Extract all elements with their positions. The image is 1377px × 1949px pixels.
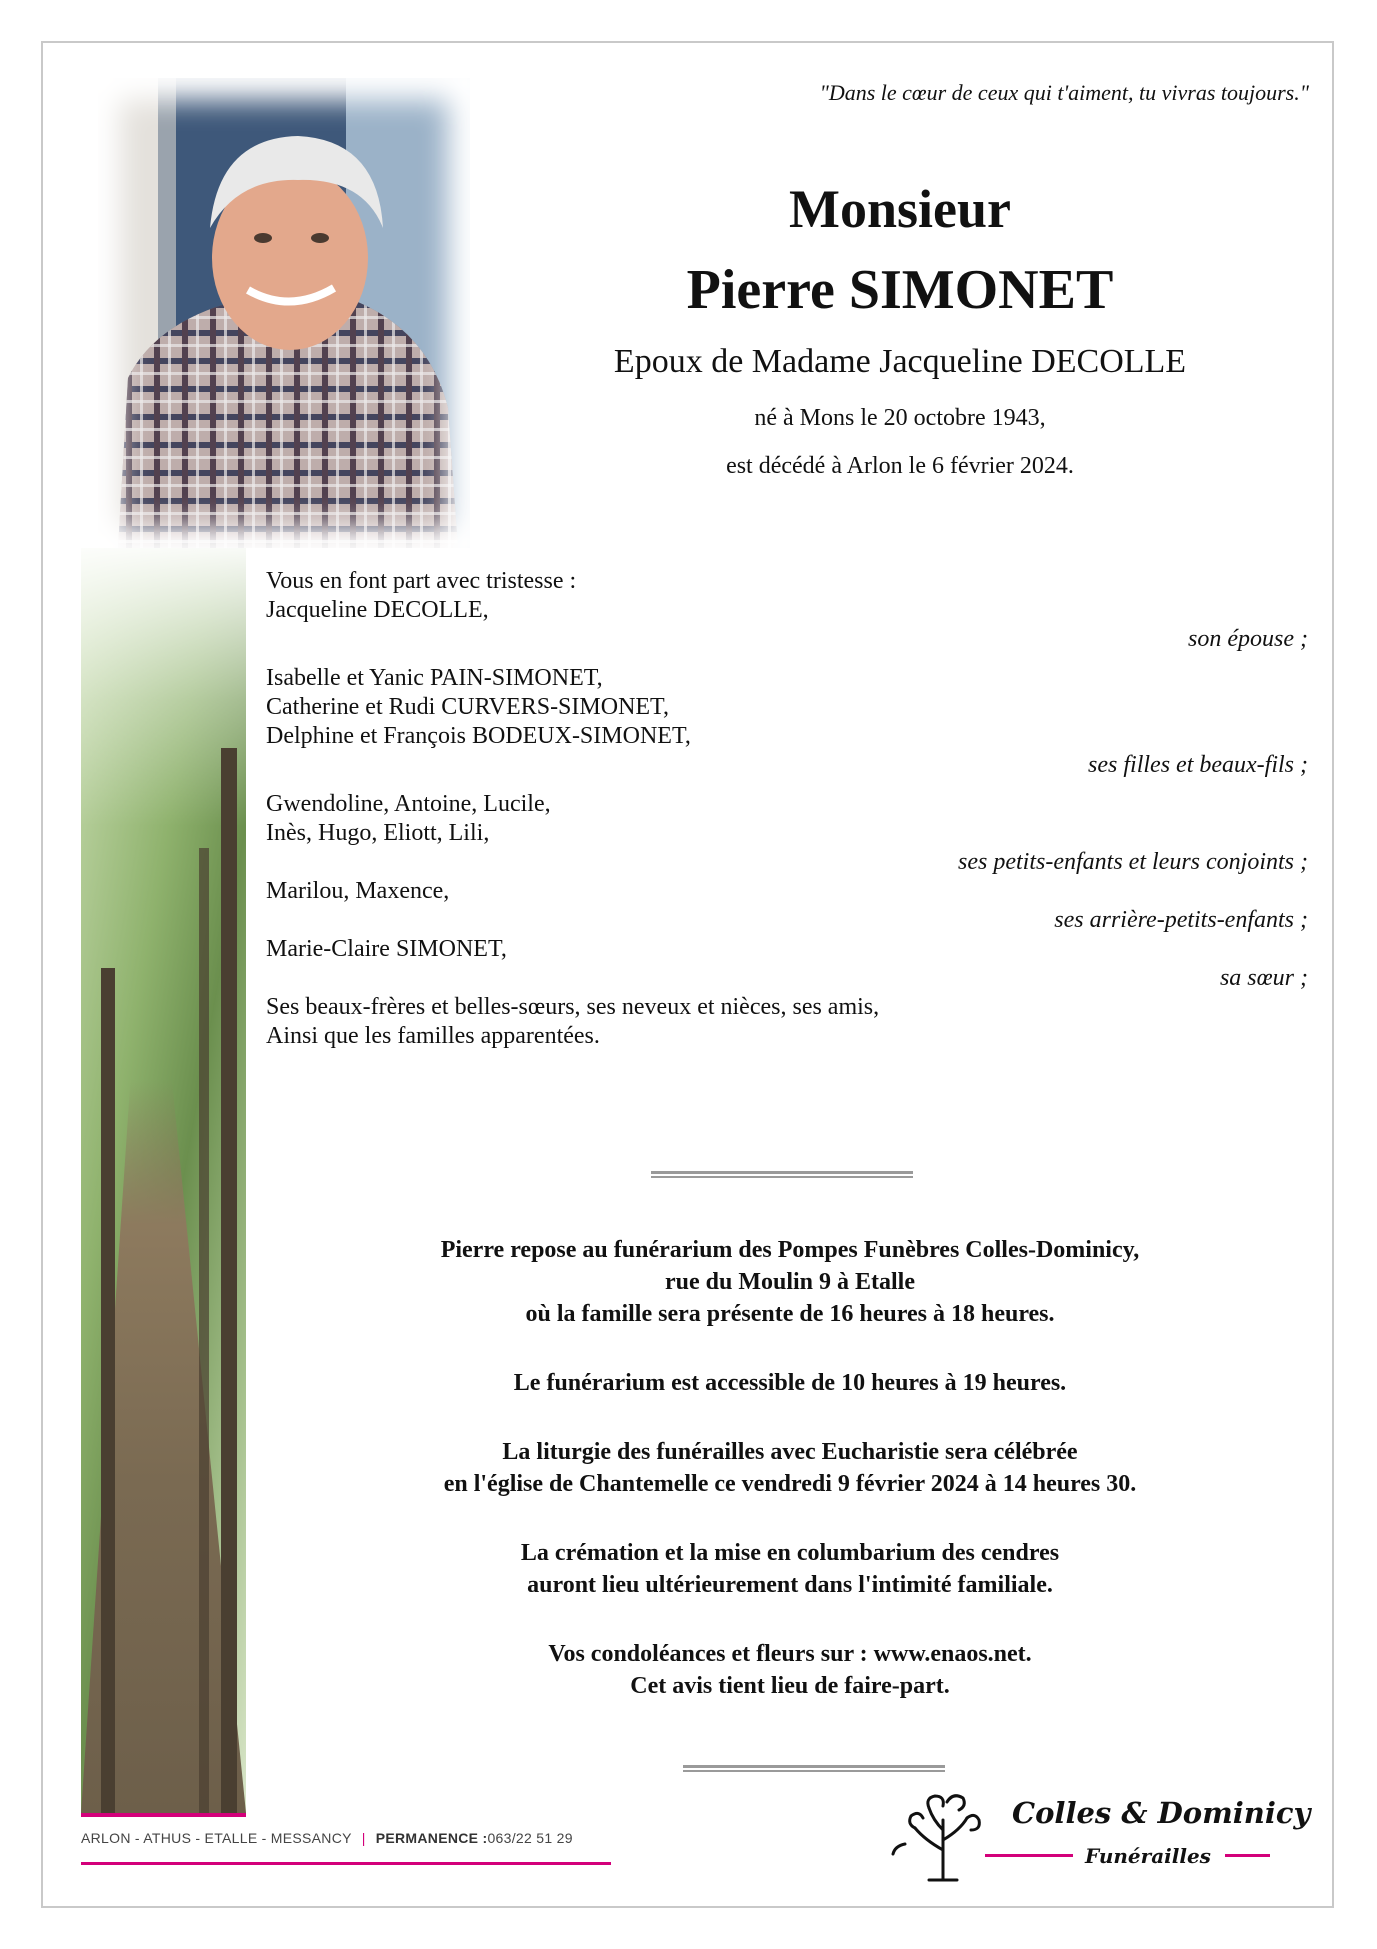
epitaph-quote: "Dans le cœur de ceux qui t'aiment, tu vivras toujours."	[819, 80, 1309, 105]
portrait-figure	[98, 78, 470, 548]
deceased-name: Pierre SIMONET	[686, 259, 1114, 321]
info-paragraph	[300, 1436, 1280, 1500]
info-line: Cet avis tient lieu de faire-part.	[630, 1673, 950, 1699]
family-closing: Ses beaux-frères et belles-sœurs, ses neveux et nièces, ses amis,	[266, 994, 880, 1020]
family-relation: ses arrière-petits-enfants ;	[1054, 907, 1308, 933]
family-name: Gwendoline, Antoine, Lucile,	[266, 791, 551, 817]
family-relation: son épouse ;	[1188, 626, 1308, 652]
footer-accent-line	[81, 1862, 611, 1865]
family-name: Isabelle et Yanic PAIN-SIMONET,	[266, 665, 603, 691]
info-line: Pierre repose au funérarium des Pompes Funèbres Colles-Dominicy,	[440, 1237, 1140, 1263]
logo-brand: Colles & Dominicy	[1012, 1796, 1311, 1830]
info-line: Vos condoléances et fleurs sur : www.enaos.net.	[548, 1641, 1032, 1667]
info-paragraph	[300, 1367, 1280, 1399]
info-paragraph	[300, 1638, 1280, 1702]
info-line: auront lieu ultérieurement dans l'intimité familiale.	[527, 1572, 1053, 1598]
accent-bar	[81, 1813, 246, 1817]
family-name: Marilou, Maxence,	[266, 878, 450, 904]
info-paragraph	[300, 1537, 1280, 1601]
family-intro: Vous en font part avec tristesse :	[266, 568, 577, 594]
portrait-photo	[98, 78, 470, 548]
family-relation: ses filles et beaux-fils ;	[1088, 752, 1308, 778]
honorific: Monsieur	[789, 179, 1011, 239]
forest-path-image	[81, 548, 246, 1813]
tree-icon	[885, 1780, 985, 1890]
info-paragraph	[300, 1234, 1280, 1330]
family-name: Catherine et Rudi CURVERS-SIMONET,	[266, 694, 669, 720]
family-name: Jacqueline DECOLLE,	[266, 597, 489, 623]
footer-locations: ARLON - ATHUS - ETALLE - MESSANCY	[81, 1830, 352, 1846]
divider-bottom	[683, 1765, 945, 1772]
family-name: Marie-Claire SIMONET,	[266, 936, 507, 962]
family-name: Delphine et François BODEUX-SIMONET,	[266, 723, 691, 749]
divider-top	[651, 1171, 913, 1178]
info-line: Le funérarium est accessible de 10 heures à 19 heures.	[513, 1370, 1067, 1396]
info-line: La liturgie des funérailles avec Eucharistie sera célébrée	[502, 1439, 1078, 1465]
family-list	[266, 567, 1308, 1051]
permanence-phone: 063/22 51 29	[487, 1830, 573, 1846]
info-line: La crémation et la mise en columbarium des cendres	[520, 1540, 1060, 1566]
logo-accent-right	[1225, 1854, 1270, 1857]
info-line: en l'église de Chantemelle ce vendredi 9 février 2024 à 14 heures 30.	[443, 1471, 1137, 1497]
family-closing: Ainsi que les familles apparentées.	[266, 1023, 600, 1049]
logo-accent-left	[985, 1854, 1073, 1857]
footer-separator: |	[361, 1830, 366, 1846]
birth-line: né à Mons le 20 octobre 1943,	[754, 405, 1046, 431]
funeral-info	[300, 1234, 1280, 1739]
permanence-label: PERMANENCE :	[375, 1830, 488, 1846]
funeral-home-logo	[885, 1780, 1311, 1890]
family-relation: sa sœur ;	[1219, 965, 1308, 991]
family-relation: ses petits-enfants et leurs conjoints ;	[958, 849, 1308, 875]
spouse-line: Epoux de Madame Jacqueline DECOLLE	[613, 343, 1187, 380]
death-line: est décédé à Arlon le 6 février 2024.	[726, 453, 1074, 479]
footer-contact	[81, 1830, 573, 1846]
info-line: où la famille sera présente de 16 heures à 18 heures.	[525, 1301, 1055, 1327]
info-line: rue du Moulin 9 à Etalle	[664, 1269, 916, 1295]
family-name: Inès, Hugo, Eliott, Lili,	[266, 820, 490, 846]
logo-subtitle: Funérailles	[1085, 1844, 1211, 1868]
